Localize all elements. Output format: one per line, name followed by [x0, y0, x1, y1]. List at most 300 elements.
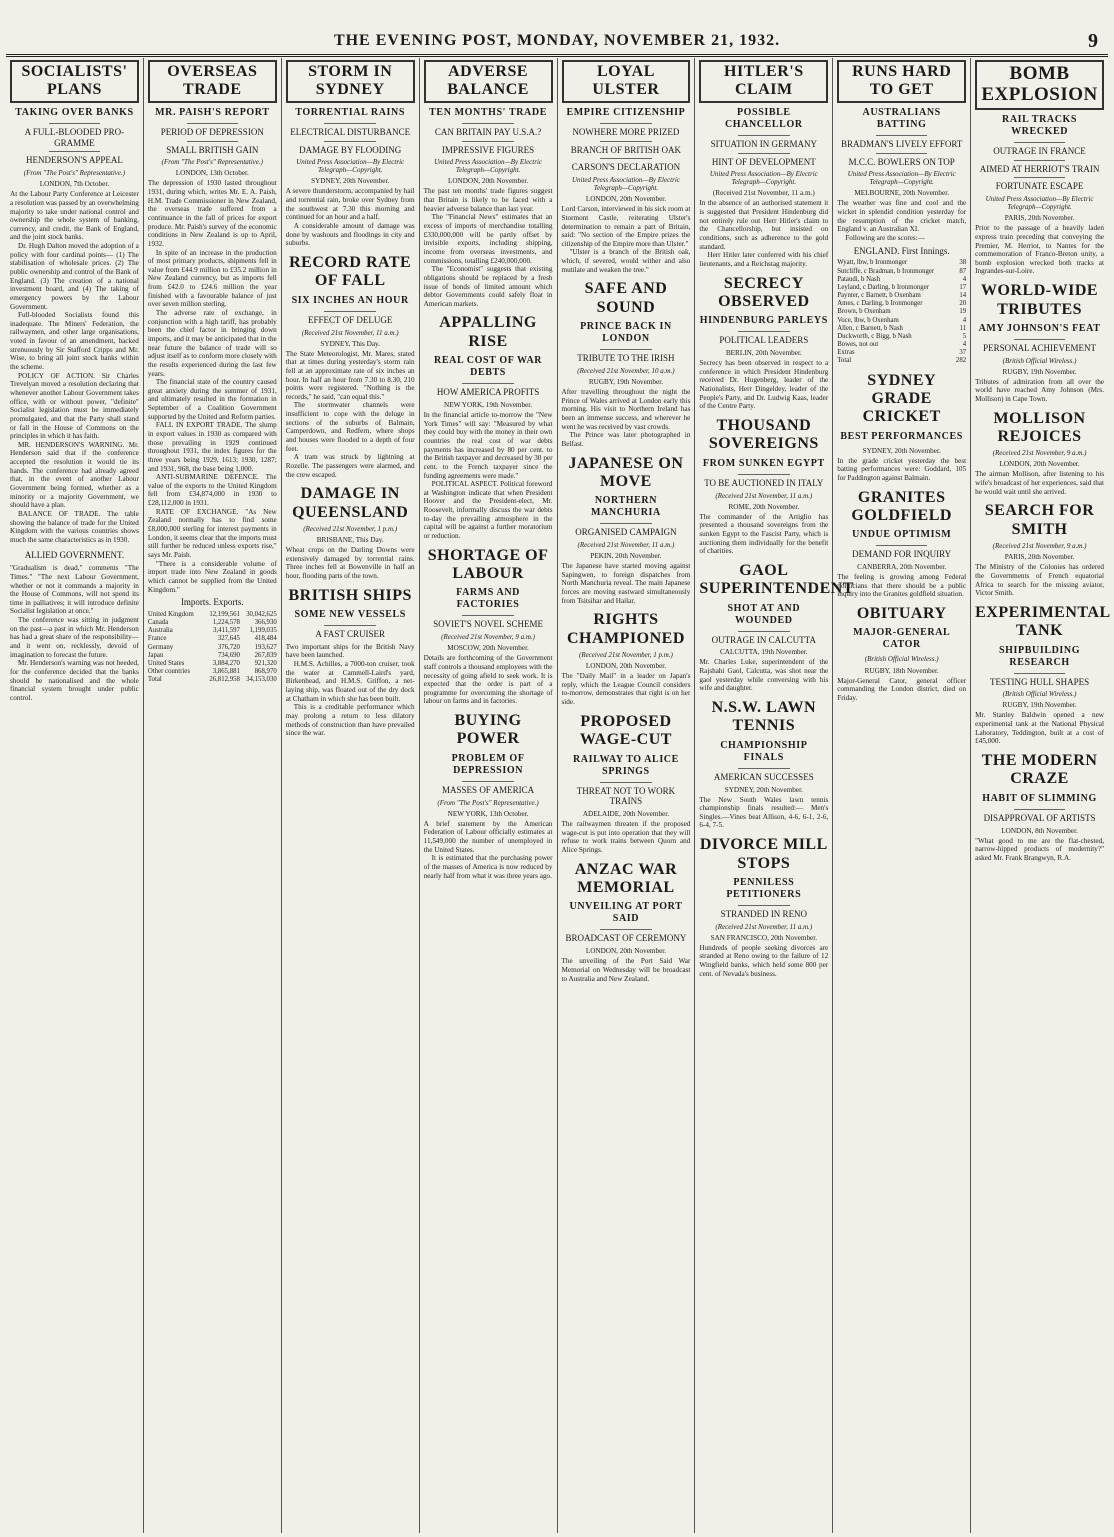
headline: THOUSAND SOVEREIGNS	[708, 417, 819, 453]
table-cell: Voce, lbw, b Oxenham	[837, 316, 899, 324]
credit-line: (British Official Wireless.)	[864, 655, 939, 664]
headline: PROPOSED WAGE-CUT	[579, 712, 672, 749]
divider-rule	[462, 123, 514, 124]
subheadline: AUSTRALIANS BATTING	[862, 106, 941, 130]
table-cell: 3,865,881	[212, 668, 240, 676]
subheadline: MR. PAISH'S REPORT	[155, 106, 270, 118]
headline: HITLER'S CLAIM	[699, 60, 828, 103]
headline: SHORTAGE OF LABOUR	[427, 546, 549, 583]
table-cell: United States	[147, 659, 185, 667]
dateline: MELBOURNE, 20th November.	[854, 189, 949, 198]
paragraph: The "Economist" suggests that existing obligations should be replaced by a fresh issue of bonds of limited amount which debtor Governments could safely float in American markets.	[423, 265, 553, 308]
paragraph: Following are the scores:—	[845, 234, 925, 243]
subheadline: DAMAGE BY FLOODING	[299, 144, 402, 155]
column-3	[282, 58, 420, 1533]
headline: ANZAC WAR MEMORIAL	[574, 860, 678, 897]
headline: OBITUARY	[856, 605, 947, 623]
dateline: SAN FRANCISCO, 20th November.	[710, 933, 818, 942]
headline: SOCIALISTS' PLANS	[10, 60, 139, 103]
paragraph: The stormwater channels were insufficient to cope with the deluge in sections of the suburbs of Balmain, Camperdown, and Redfern, where shops and houses were flooded to a depth of four feet.	[285, 401, 415, 453]
divider-rule	[1014, 673, 1066, 674]
paragraph: "There is a considerable volume of import trade into New Zealand in goods which cannot be supplied from the United Kingdom."	[147, 559, 277, 594]
table-cell: 19	[959, 308, 967, 316]
table-row	[837, 276, 966, 284]
table-cell: 37	[959, 349, 967, 357]
article	[699, 836, 828, 978]
table-cell: 366,930	[254, 619, 277, 627]
paragraph: The commander of the Artiglio has presented a thousand sovereigns from the sunken Egypt to the Fascist Party, which is auctioning them individually for the benefit of charities.	[699, 512, 829, 556]
article	[837, 372, 966, 483]
subheadline: SHOT AT AND WOUNDED	[727, 602, 801, 626]
credit-line: (Received 21st November, 10 a.m.)	[577, 366, 675, 375]
paragraph: The past ten months' trade figures suggest that Britain is likely to be faced with a heavier adverse balance than last year.	[423, 187, 553, 213]
table-cell: Leyland, c Darling, b Ironmonger	[837, 283, 929, 291]
subheadline: BRADMAN'S LIVELY EFFORT	[841, 138, 963, 149]
subheadline: ALLIED GOVERNMENT.	[24, 550, 125, 561]
subheadline: DISAPPROVAL OF ARTISTS	[983, 812, 1096, 823]
dateline: PARIS, 20th November.	[1004, 553, 1075, 562]
paragraph: Dr. Hugh Dalton moved the adoption of a policy with four cardinal points— (1) The stabilisation of wholesale prices. (2) The public ownership and control of the Bank of England. (3) The creation of a national investment board, and (4) The taking of emergency powers by the Labour Government.	[10, 242, 139, 311]
article	[975, 410, 1104, 497]
table-cell: Paynter, c Barnett, b Oxenham	[837, 292, 921, 300]
dateline: BRISBANE, This Day.	[316, 536, 384, 545]
table-cell: 327,645	[217, 635, 240, 643]
article	[562, 280, 691, 448]
table-cell: Germany	[147, 643, 174, 651]
dateline: RUGBY, 19th November.	[588, 378, 663, 387]
credit-line: (Received 21st November, 9 a.m.)	[992, 449, 1087, 458]
dateline: NEW YORK, 13th October.	[447, 809, 529, 818]
table-row	[148, 644, 277, 652]
credit-line: (Received 21st November, 11 a.m.)	[715, 922, 813, 931]
subheadline: OUTRAGE IN FRANCE	[993, 145, 1086, 156]
subheadline: THREAT NOT TO WORK TRAINS	[576, 785, 676, 807]
column-2	[144, 58, 282, 1533]
subheadline: FORTUNATE ESCAPE	[995, 181, 1084, 192]
table-cell: 418,484	[254, 635, 277, 643]
table-cell: 921,320	[254, 659, 277, 667]
paragraph: ANTI-SUBMARINE DEFENCE. The value of the exports to the United Kingdom fell from £34,874,000 in 1930 to £28,112,000 in 1931.	[147, 473, 277, 508]
paragraph: FALL IN EXPORT TRADE. The slump in export values in 1930 as compared with those prevailing in 1929 continued throughout 1931, the index figures for the three years being 1929, 1613; 1930, 1287; and 1931, 968, the base being 1,000.	[147, 421, 277, 473]
headline: JAPANESE ON MOVE	[568, 454, 684, 490]
data-table	[837, 259, 966, 365]
divider-rule	[738, 631, 790, 632]
article	[562, 60, 691, 274]
column-5	[558, 58, 696, 1533]
headline: DIVORCE MILL STOPS	[699, 836, 828, 872]
table-row	[837, 357, 966, 365]
article	[286, 60, 415, 248]
table-cell: 282	[955, 357, 967, 365]
headline: ADVERSE BALANCE	[424, 60, 553, 103]
table-row	[148, 660, 277, 668]
headline: RIGHTS CHAMPIONED	[566, 611, 685, 647]
subheadline: POSSIBLE CHANCELLOR	[724, 106, 803, 130]
table-cell: 26,812,958	[209, 676, 240, 684]
dateline: SYDNEY, 20th November.	[724, 785, 803, 794]
subheadline: CHAMPIONSHIP FINALS	[720, 739, 808, 763]
subheadline: SIX INCHES AN HOUR	[291, 294, 409, 306]
paragraph: RATE OF EXCHANGE. "As New Zealand normally has to find some £8,000,000 sterling for interest payments in London, it seems clear that the imports must still further be reduced unless exports rise," says Mr. Paish.	[147, 507, 277, 559]
table-row	[837, 259, 966, 267]
credit-line: (From "The Post's" Representative.)	[161, 158, 263, 167]
paragraph: This is a creditable performance which may prolong a return to less dilatory methods of construction than have prevailed since the war.	[285, 703, 415, 738]
table-cell: Canada	[147, 619, 169, 627]
article	[10, 550, 139, 702]
divider-rule	[1014, 142, 1066, 143]
article	[148, 60, 277, 684]
subheadline: TORRENTIAL RAINS	[295, 106, 406, 118]
paragraph: In the financial article to-morrow the "New York Times" will say: "Measured by what they could buy with the money in their own countries the real cost of war debts payments has increased by 80 per cent. to the British taxpayer and decreased by 30 per cent. to the French taxpayer since the funding agreements were made."	[423, 411, 553, 480]
table-cell: Extras	[837, 349, 855, 357]
divider-rule	[738, 331, 790, 332]
subheadline: OUTRAGE IN CALCUTTA	[711, 634, 816, 645]
subheadline: NOWHERE MORE PRIZED	[572, 126, 680, 137]
dateline: CALCUTTA, 19th November.	[719, 648, 808, 657]
table-row	[837, 325, 966, 333]
table-row	[837, 317, 966, 325]
subheadline: FARMS AND FACTORIES	[456, 587, 520, 611]
subheadline: TAKING OVER BANKS	[15, 106, 134, 118]
headline: SAFE AND SOUND	[584, 280, 668, 316]
headline: LOYAL ULSTER	[562, 60, 691, 103]
dateline: CANBERRA, 20th November.	[857, 563, 947, 572]
table-cell: 20	[959, 300, 967, 308]
divider-rule	[600, 158, 652, 159]
headline: DAMAGE IN QUEENSLAND	[292, 485, 409, 521]
paragraph: The Ministry of the Colonies has ordered the Governments of French equatorial Africa to search for the missing aviator, Victor Smith.	[975, 563, 1104, 598]
dateline: ADELAIDE, 20th November.	[582, 810, 670, 819]
credit-line: (Received 21st November, 11 a.m.)	[715, 491, 813, 500]
article	[699, 417, 828, 556]
table-cell: Brown, b Oxenham	[837, 308, 891, 316]
subheadline: HINT OF DEVELOPMENT	[711, 156, 816, 167]
article	[975, 60, 1104, 276]
article	[837, 605, 966, 702]
column-7	[833, 58, 971, 1533]
dateline: SYDNEY, 20th November.	[862, 446, 941, 455]
paragraph: Details are forthcoming of the Government staff controls a thousand employees with the necessity of going afield to seek work. It is expected that the order is part of a programme for overcoming the shortage of labour on farms and in factories.	[423, 654, 553, 706]
subheadline: MASSES OF AMERICA	[442, 784, 535, 795]
paragraph: The railwaymen threaten if the proposed wage-cut is put into operation that they will refuse to work trains between Quorn and Alice Springs.	[561, 820, 691, 855]
headline: SYDNEY GRADE CRICKET	[862, 371, 941, 426]
article	[699, 60, 828, 269]
table-title: Imports. Exports.	[180, 597, 244, 608]
table-row	[148, 668, 277, 676]
headline: RUNS HARD TO GET	[837, 60, 966, 103]
article	[424, 60, 553, 308]
article	[562, 713, 691, 855]
table-cell: Duckworth, c Bigg, b Nash	[837, 332, 912, 340]
article	[975, 502, 1104, 597]
divider-rule	[462, 141, 514, 142]
subheadline: HENDERSON'S APPEAL	[25, 155, 123, 166]
paragraph: The adverse rate of exchange, in conjunction with a high tariff, has probably been the chief factor in bringing down imports, and it may be anticipated that in the near future the balance of trade will so adjust itself as to conform more closely with the results experienced during the last few years.	[147, 309, 277, 378]
table-cell: 4	[962, 341, 967, 349]
dateline: LONDON, 13th October.	[175, 169, 249, 178]
dateline: LONDON, 20th November.	[447, 177, 529, 186]
table-cell: 38	[959, 259, 967, 267]
article	[562, 611, 691, 706]
headline: WORLD-WIDE TRIBUTES	[981, 282, 1099, 318]
paragraph: Full-blooded Socialists found this inadequate. The Miners' Federation, the railwaymen, and other large organisations, voted in favour of an amendment, backed strenuously by Sir Stafford Cripps and Mr. Wise, to bring all joint stock banks within the scheme.	[10, 311, 139, 372]
paragraph: At the Labour Party Conference at Leicester a resolution was passed by an overwhelming majority to take under national control and ownership the whole system of banking, currency, and credit, the Bank of England, and the joint stock banks.	[10, 190, 139, 242]
dateline: RUGBY, 18th November.	[864, 666, 939, 675]
masthead-title: THE EVENING POST, MONDAY, NOVEMBER 21, 1932.	[333, 32, 781, 49]
paragraph: A brief statement by the American Federation of Labour officially estimates at 11,549,000 the number of unemployed in the United States.	[423, 819, 553, 854]
table-cell: 30,042,625	[246, 610, 277, 618]
credit-line: (British Official Wireless.)	[1002, 356, 1077, 365]
divider-rule	[1014, 160, 1066, 161]
article	[699, 699, 828, 830]
paragraph: H.M.S. Achilles, a 7000-ton cruiser, took the water at Cammell-Laird's yard, Birkenhead, and H.M.S. Griffon, a net-laying ship, was floated out of the dry dock at Chatham in which she has been built.	[285, 660, 415, 703]
headline: SECRECY OBSERVED	[718, 274, 810, 310]
headline: N.S.W. LAWN TENNIS	[711, 698, 817, 735]
subheadline: M.C.C. BOWLERS ON TOP	[848, 156, 955, 167]
divider-rule	[324, 625, 376, 626]
divider-rule	[324, 123, 376, 124]
table-cell: 193,627	[254, 643, 277, 651]
subheadline: PENNILESS PETITIONERS	[726, 876, 802, 900]
paragraph: BALANCE OF TRADE. The table showing the balance of trade for the United Kingdom with the various countries shows much the same characteristics as in 1930.	[10, 509, 139, 544]
table-cell: Ames, c Darling, b Ironmonger	[837, 300, 923, 308]
subheadline: TO BE AUCTIONED IN ITALY	[704, 477, 824, 488]
divider-rule	[324, 311, 376, 312]
divider-rule	[876, 153, 928, 154]
subheadline: EFFECT OF DELUGE	[308, 314, 393, 325]
table-row	[148, 611, 277, 619]
subheadline: HINDENBURG PARLEYS	[699, 315, 828, 327]
paragraph: The Prince was later photographed in Belfast.	[561, 431, 691, 448]
table-cell: 3,884,270	[212, 659, 240, 667]
credit-line: United Press Association—By Electric Telegraph—Copyright.	[847, 170, 956, 187]
subheadline: MAJOR-GENERAL CATOR	[853, 627, 951, 651]
headline: GRANITES GOLDFIELD	[851, 488, 952, 524]
dateline: LONDON, 20th November.	[585, 195, 667, 204]
dateline: LONDON, 20th November.	[585, 947, 667, 956]
headline: OVERSEAS TRADE	[148, 60, 277, 103]
dateline: SYDNEY, 20th November.	[311, 177, 390, 186]
divider-rule	[876, 545, 928, 546]
divider-rule	[600, 782, 652, 783]
dateline: MOSCOW, 20th November.	[447, 644, 529, 653]
article	[562, 455, 691, 606]
subheadline: RAILWAY TO ALICE SPRINGS	[572, 753, 679, 777]
paragraph: The financial state of the country caused great anxiety during the summer of 1931, and ultimately resulted in the formation in September of a Coalition Government supported by the United and Reform parties.	[147, 378, 277, 421]
column-8	[971, 58, 1111, 1533]
article	[562, 861, 691, 984]
paragraph: The airman Mollison, after listening to his wife's broadcast of her experiences, said that he would wait until she arrived.	[975, 470, 1104, 496]
divider-rule	[600, 123, 652, 124]
paragraph: The weather was fine and cool and the wicket in splendid condition yesterday for the resumption of the cricket match, England v. an Australian XI.	[837, 199, 967, 234]
divider-rule	[600, 349, 652, 350]
headline: RECORD RATE OF FALL	[289, 253, 412, 290]
credit-line: (Received 21st November, 1 p.m.)	[303, 524, 398, 533]
divider-rule	[462, 781, 514, 782]
paragraph: The Japanese have started moving against Sapingwen, to foreign dispatches from North Manchuria reveal. The main Japanese forces are moving eastward simultaneously from Tsitsihar and Hailar.	[561, 562, 691, 605]
table-title: ENGLAND. First Innings.	[853, 245, 950, 256]
paragraph: Prior to the passage of a heavily laden express train preceding that conveying the Premier, M. Herriot, to Nantes for the commemoration of Franco-Breton unity, a bomb explosion wrecked both tracks at Ingrandes-sur-Loire.	[975, 224, 1104, 276]
paragraph: The depression of 1930 lasted throughout 1931, during which, writes Mr. E. A. Paish, H.M. Trade Commissioner in New Zealand, the overseas trade suffered from a continuance in the fall of prices for export produce. Mr. Paish's survey of the economic conditions in New Zealand is up to April, 1932.	[147, 179, 277, 248]
subheadline: CARSON'S DECLARATION	[571, 162, 681, 173]
table-row	[837, 268, 966, 276]
subheadline: PERIOD OF DEPRESSION	[160, 126, 264, 137]
subheadline: NORTHERN MANCHURIA	[591, 495, 661, 519]
subheadline: POLITICAL LEADERS	[719, 335, 809, 346]
table-row	[148, 627, 277, 635]
paragraph: A severe thunderstorm, accompanied by hail and torrential rain, broke over Sydney from the southwest at 7.30 this morning and continued for an hour and a half.	[285, 187, 415, 222]
headline: SEARCH FOR SMITH	[984, 502, 1095, 538]
article	[699, 561, 854, 693]
dateline: (Received 21st November, 11 a.m.)	[712, 189, 815, 198]
table-cell: 4	[962, 316, 967, 324]
paragraph: MR. HENDERSON'S WARNING. Mr. Henderson said that if the conference accepted the resolution it would tie its hands. The conference had already agreed that, in the event of another Labour Government being formed, whether as a minority or a majority Government, we should have a plan.	[10, 440, 139, 510]
table-cell: 3,411,597	[212, 627, 240, 635]
paragraph: Tributes of admiration from all over the world have reached Amy Johnson (Mrs. Mollison) in Cape Town.	[975, 377, 1104, 404]
table-cell: United Kingdom	[147, 610, 194, 618]
table-cell: Japan	[147, 651, 164, 659]
subheadline: STRANDED IN RENO	[720, 908, 808, 919]
headline: THE MODERN CRAZE	[981, 751, 1098, 788]
divider-rule	[1014, 809, 1066, 810]
credit-line: (British Official Wireless.)	[1002, 690, 1077, 699]
divider-rule	[876, 135, 928, 136]
table-row	[148, 676, 277, 684]
table-cell: 1,199,035	[249, 627, 277, 635]
paragraph: POLITICAL ASPECT. Political foreword at Washington indicate that when President Hoover and the President-elect, Mr. Roosevelt, informally discuss the war debts to-day the prevailing atmosphere in the capital will be against a further moratorium or reduction.	[423, 480, 553, 540]
subheadline: PROBLEM OF DEPRESSION	[451, 752, 525, 776]
credit-line: United Press Association—By Electric Telegraph—Copyright.	[709, 170, 818, 187]
table-row	[148, 619, 277, 627]
subheadline: TEN MONTHS' TRADE	[429, 106, 547, 118]
table-cell: 5	[962, 332, 967, 340]
headline: EXPERIMENTAL TANK	[975, 603, 1111, 640]
dateline: PEKIN, 20th November.	[590, 552, 662, 561]
table-cell: 17	[959, 283, 967, 291]
subheadline: EMPIRE CITIZENSHIP	[566, 106, 686, 118]
divider-rule	[49, 151, 101, 152]
table-cell: 868,970	[254, 668, 277, 676]
subheadline: ELECTRICAL DISTURBANCE	[290, 126, 411, 137]
subheadline: UNDUE OPTIMISM	[852, 529, 952, 541]
table-row	[148, 652, 277, 660]
table-cell: 12,199,561	[209, 610, 240, 618]
subheadline: SOVIET'S NOVEL SCHEME	[433, 619, 543, 630]
paragraph: The State Meteorologist, Mr. Mares, stated that at times during yesterday's storm rain fell at an approximate rate of six inches an hour. In half an hour from 7.30 to 8.30, 210 points were registered. "Nothing is the records," he said, "can equal this."	[285, 349, 415, 401]
table-cell: 1,224,578	[212, 619, 240, 627]
article	[424, 547, 553, 706]
headline: BRITISH SHIPS	[288, 586, 412, 604]
dateline: RUGBY, 19th November.	[1002, 701, 1077, 710]
paragraph: Mr. Stanley Baldwin opened a new experimental tank at the National Physical Laboratory, Teddington, built at a cost of £45,000.	[975, 711, 1104, 746]
paragraph: Mr. Charles Luke, superintendent of the Rajshahi Gaol, Calcutta, was shot near the gaol yesterday while conversing with his wife and daughter.	[699, 658, 829, 693]
article	[10, 60, 139, 544]
paragraph: Lord Carson, interviewed in his sick room at Stormont Castle, reiterating Ulster's determination to remain a part of Britain, said: "No section of the Empire prizes the citizenship of the Empire more than Ulster."	[561, 205, 691, 248]
column-4	[420, 58, 558, 1533]
paragraph: A considerable amount of damage was done by washouts and floodings in city and suburbs.	[285, 222, 415, 248]
divider-rule	[49, 123, 101, 124]
article	[837, 489, 966, 600]
subheadline: AIMED AT HERRIOT'S TRAIN	[979, 163, 1100, 174]
masthead	[6, 30, 1108, 57]
subheadline: AMERICAN SUCCESSES	[713, 771, 814, 782]
divider-rule	[1014, 177, 1066, 178]
paragraph: The "Financial News" estimates that an excess of imports of merchandise totalling £330,000,000 will be partly offset by invisible exports, including shipping, income from overseas investments, and commissions, totalling £240,000,000.	[423, 213, 553, 265]
article	[286, 254, 415, 479]
dateline: PARIS, 20th November.	[1004, 214, 1075, 223]
column-1	[6, 58, 144, 1533]
table-cell: 87	[959, 267, 967, 275]
page-number: 9	[1088, 30, 1098, 52]
subheadline: PRINCE BACK IN LONDON	[580, 321, 672, 345]
paragraph: It is estimated that the purchasing power of the masses of America is now reduced by nearly half from what it was three years ago.	[423, 854, 553, 880]
subheadline: SMALL BRITISH GAIN	[166, 144, 259, 155]
paragraph: Two important ships for the British Navy have been launched.	[285, 642, 415, 660]
article	[837, 60, 966, 366]
paragraph: Hundreds of people seeking divorces are stranded at Reno owing to the failure of 12 Wingfield banks, which held some 800 per cent. of Nevada's business.	[699, 943, 829, 978]
paragraph: "What good to me are the flat-chested, narrow-hipped products of modernity?" asked Mr. Frank Brangwyn, R.A.	[975, 836, 1104, 862]
subheadline: TRIBUTE TO THE IRISH	[577, 353, 675, 364]
subheadline: RAIL TRACKS WRECKED	[1002, 113, 1078, 137]
divider-rule	[600, 929, 652, 930]
table-cell: Wyatt, lbw, b Ironmonger	[837, 259, 908, 267]
subheadline: TESTING HULL SHAPES	[989, 676, 1090, 687]
table-cell: 267,839	[254, 651, 277, 659]
dateline: SYDNEY, This Day.	[320, 339, 380, 348]
dateline: NEW YORK, 19th November.	[444, 401, 533, 410]
subheadline: CAN BRITAIN PAY U.S.A.?	[434, 126, 542, 137]
article	[424, 314, 553, 540]
table-cell: 34,153,030	[246, 676, 277, 684]
subheadline: FROM SUNKEN EGYPT	[702, 457, 825, 469]
paragraph: A tram was struck by lightning at Rozelle. The passengers were alarmed, and the crew escaped.	[285, 453, 415, 479]
divider-rule	[462, 615, 514, 616]
table-cell: 14	[959, 292, 967, 300]
subheadline: BROADCAST OF CEREMONY	[565, 933, 687, 944]
credit-line: (Received 21st November, 11 a.m.)	[577, 541, 675, 550]
table-cell: Australia	[147, 627, 173, 635]
credit-line: (From "The Post's" Representative.)	[23, 169, 126, 178]
credit-line: (Received 21st November, 9 a.m.)	[441, 633, 535, 642]
dateline: LONDON, 20th November.	[585, 662, 667, 671]
article	[975, 282, 1104, 404]
table-cell: 734,690	[217, 651, 240, 659]
table-row	[148, 635, 277, 643]
divider-rule	[187, 141, 239, 142]
credit-line: United Press Association—By Electric Telegraph—Copyright.	[985, 195, 1094, 212]
paragraph: After travelling throughout the night the Prince of Wales arrived at London early this morning. His visit to Northern Ireland has been an immense success, and wherever he went he was received by vast crowds.	[561, 388, 691, 431]
credit-line: (Received 21st November, 1 p.m.)	[578, 651, 673, 660]
paragraph: POLICY OF ACTION. Sir Charles Trevelyan moved a resolution declaring that whenever another Labour Government takes office, with or without power, "definite" Socialist legislation must be immediately promulgated, and that the Party shall stand or fall in the House of Commons on the principles in which it has faith.	[10, 371, 139, 441]
subheadline: SITUATION IN GERMANY	[710, 138, 818, 149]
subheadline: REAL COST OF WAR DEBTS	[434, 355, 543, 379]
data-table	[148, 611, 277, 684]
divider-rule	[187, 123, 239, 124]
table-cell: Pataudi, b Nash	[837, 275, 881, 283]
table-row	[837, 292, 966, 300]
subheadline: UNVEILING AT PORT SAID	[569, 901, 683, 925]
article	[975, 603, 1111, 746]
divider-rule	[1014, 339, 1066, 340]
paragraph: "Ulster is a branch of the British oak, which, if severed, would wither and also mutilate and weaken the tree."	[561, 248, 691, 274]
credit-line: (Received 21st November, 11 a.m.)	[301, 328, 399, 337]
subheadline: HOW AMERICA PROFITS	[436, 387, 540, 398]
divider-rule	[738, 135, 790, 136]
credit-line: United Press Association—By Electric Telegraph—Copyright.	[571, 176, 680, 193]
table-cell: 11	[959, 324, 967, 332]
divider-rule	[324, 141, 376, 142]
credit-line: (Received 21st November, 9 a.m.)	[992, 542, 1087, 551]
